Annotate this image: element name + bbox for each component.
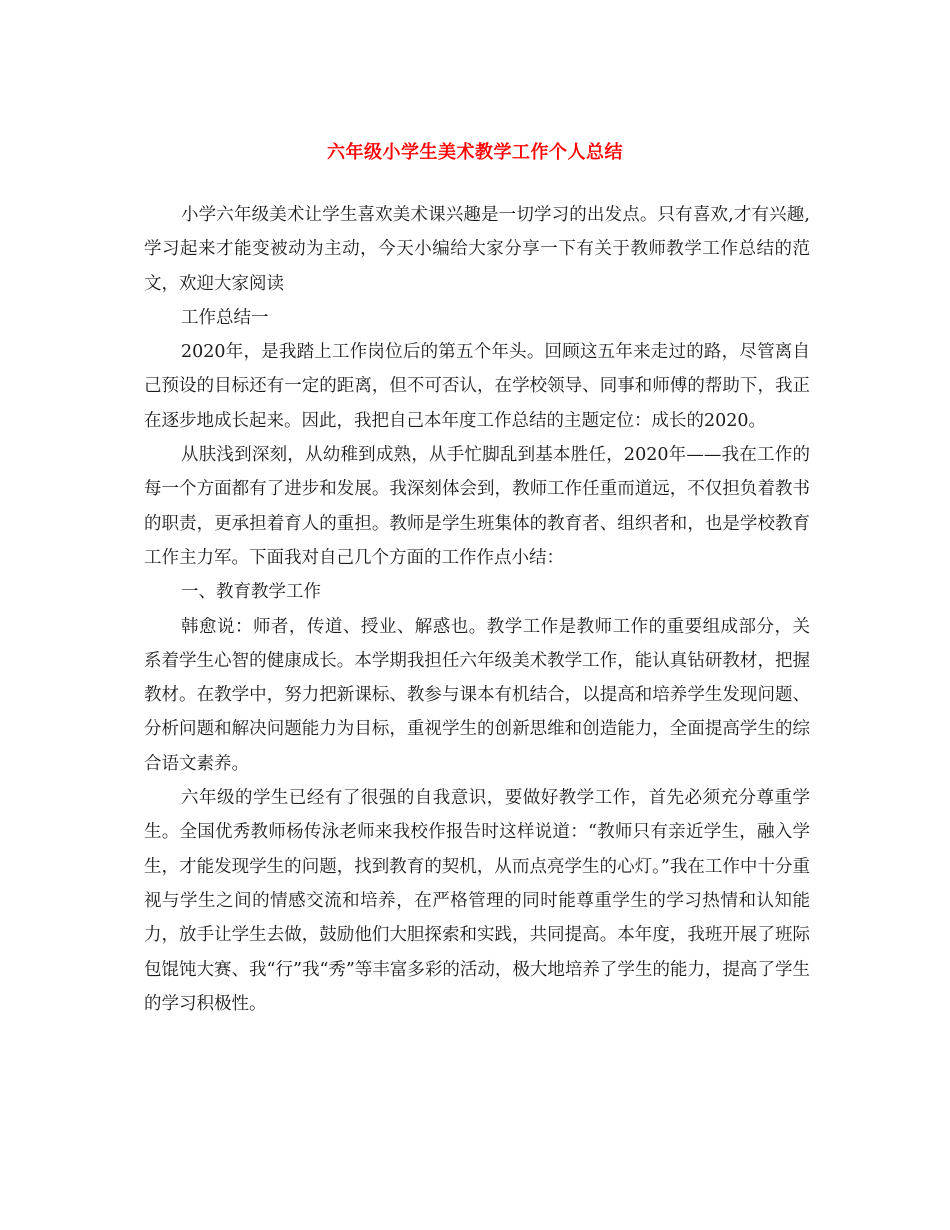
body-paragraph: 六年级的学生已经有了很强的自我意识，要做好教学工作，首先必须充分尊重学生。全国优秀教师杨传泳老师来我校作报告时这样说道：“教师只有亲近学生，融入学生，才能发现学生的问题，找到教育的契机，从而点亮学生的心灯。”我在工作中十分重视与学生之间的情感交流和培养，在严格管理的同时能尊重学生的学习热情和认知能力，放手让学生去做，鼓励他们大胆探索和实践，共同提高。本年度，我班开展了班际包馄饨大赛、我“行”我“秀”等丰富多彩的活动，极大地培养了学生的能力，提高了学生的学习积极性。 [144, 788, 810, 1014]
body-paragraph: 2020年，是我踏上工作岗位后的第五个年头。回顾这五年来走过的路，尽管离自己预设的目标还有一定的距离，但不可否认，在学校领导、同事和师傅的帮助下，我正在逐步地成长起来。因此，我把自己本年度工作总结的主题定位：成长的2020。 [144, 342, 810, 431]
section-heading-summary-one: 工作总结一 [181, 307, 269, 328]
section-heading-teaching-work: 一、教育教学工作 [181, 582, 321, 603]
intro-paragraph: 小学六年级美术让学生喜欢美术课兴趣是一切学习的出发点。只有喜欢,才有兴趣,学习起来才能变被动为主动，今天小编给大家分享一下有关于教师教学工作总结的范文，欢迎大家阅读 [144, 205, 810, 294]
document-title: 六年级小学生美术教学工作个人总结 [327, 142, 623, 163]
body-paragraph: 从肤浅到深刻，从幼稚到成熟，从手忙脚乱到基本胜任，2020年——我在工作的每一个方面都有了进步和发展。我深刻体会到，教师工作任重而道远，不仅担负着教书的职责，更承担着育人的重担。教师是学生班集体的教育者、组织者和，也是学校教育工作主力军。下面我对自己几个方面的工作作点小结： [144, 445, 810, 568]
body-paragraph: 韩愈说：师者，传道、授业、解惑也。教学工作是教师工作的重要组成部分，关系着学生心智的健康成长。本学期我担任六年级美术教学工作，能认真钻研教材，把握教材。在教学中，努力把新课标、教参与课本有机结合，以提高和培养学生发现问题、分析问题和解决问题能力为目标，重视学生的创新思维和创造能力，全面提高学生的综合语文素养。 [144, 616, 810, 774]
document-body [144, 198, 810, 1021]
